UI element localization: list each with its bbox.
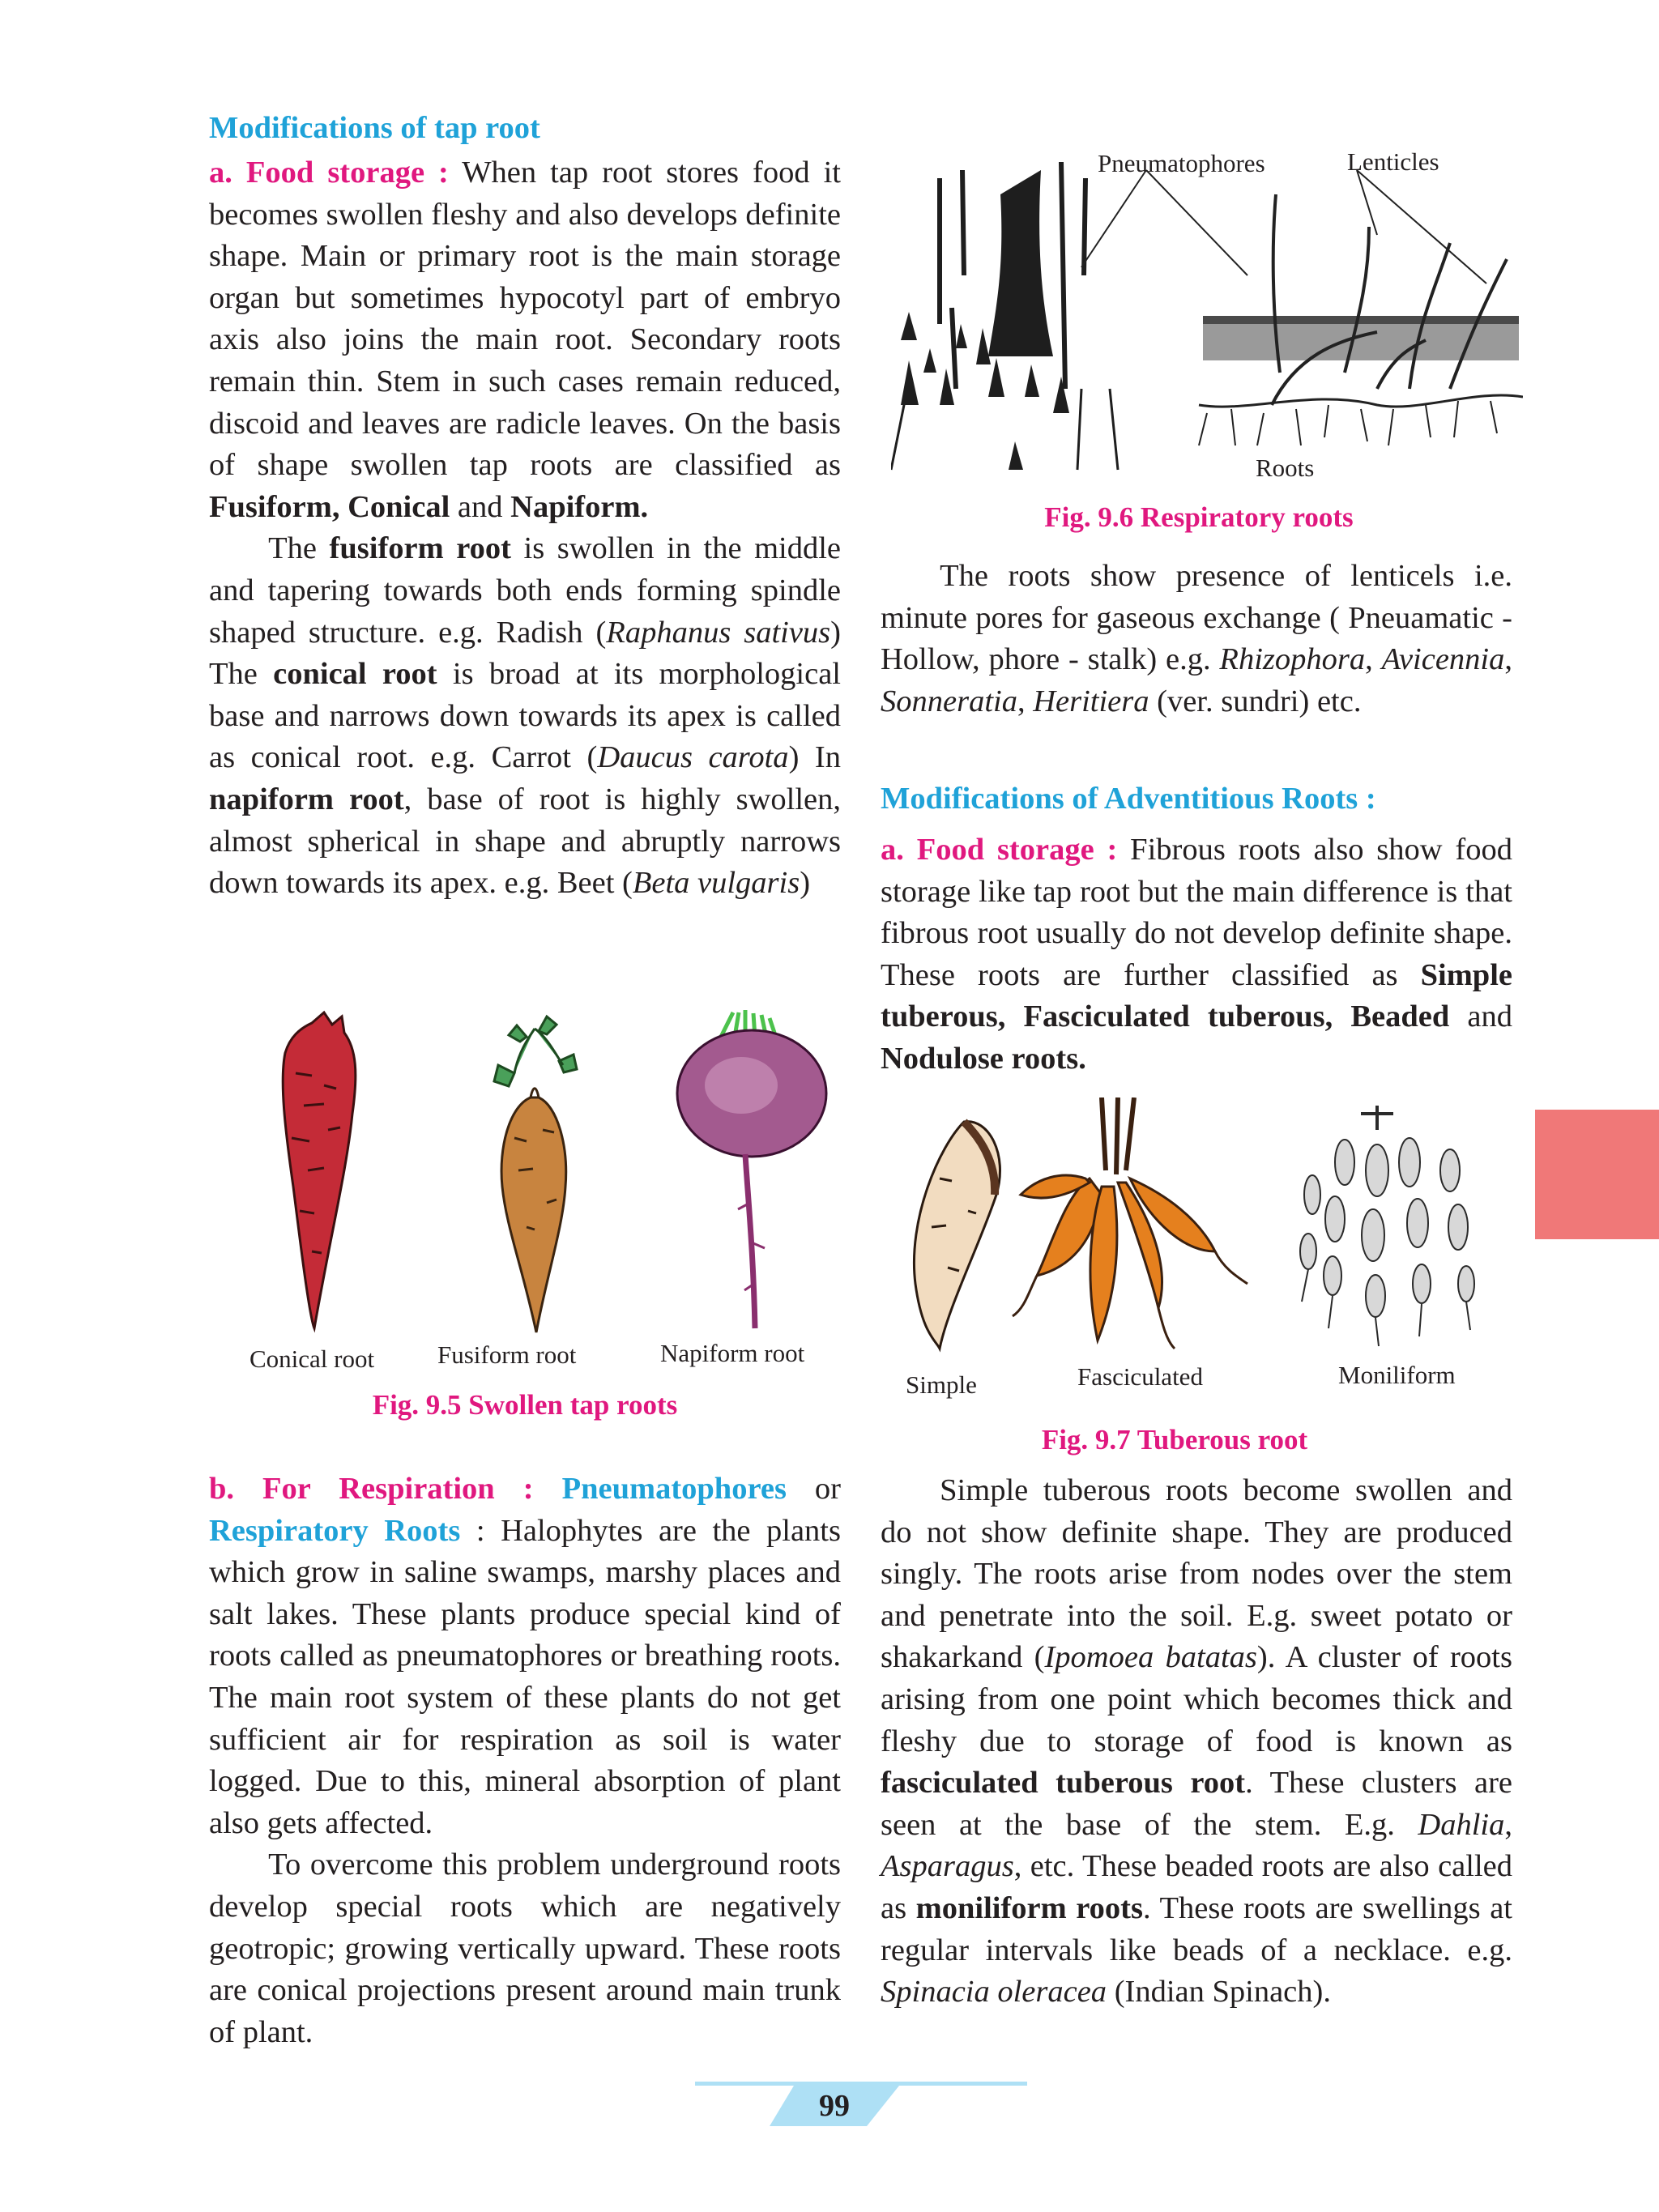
food-storage-paragraph: a. Food storage : When tap root stores food it becomes swollen fleshy and also develops definite shape. Main or primary root is the main storage organ but sometimes hypocotyl part of embryo axis also joins the main root. Secondary roots remain thin. Stem in such cases remain reduced, discoid and leaves are radicle leaves. On the basis of shape swollen tap roots are classified as Fusiform, Conical and Napiform. The fusiform root is swollen in the middle and tapering towards both ends forming spindle shaped structure. e.g. Radish (Raphanus sativus) The conical root is broad at its morphological base and narrows down towards its apex is called as conical root. e.g. Carrot (Daucus carota) In napiform root, base of root is highly swollen, almost spherical in shape and abruptly narrows down towards its apex. e.g. Beet (Beta vulgaris) <box>209 156 842 901</box>
figure-swollen-tap-roots <box>235 1008 859 1340</box>
label-lenticles: Lenticles <box>1347 147 1439 176</box>
label-roots: Roots <box>1256 454 1315 482</box>
section-heading-taproot: Modifications of tap root <box>209 111 540 145</box>
chapter-side-tab <box>1535 1110 1659 1239</box>
figure-respiratory-roots <box>891 146 1523 486</box>
label-simple: Simple <box>906 1370 977 1399</box>
fusiform-root-illustration <box>494 1016 577 1332</box>
label-napiform-root: Napiform root <box>660 1339 805 1367</box>
label-moniliform: Moniliform <box>1338 1361 1456 1389</box>
caption-fig-9-6: Fig. 9.6 Respiratory roots <box>1044 501 1354 533</box>
page-number: 99 <box>819 2089 850 2123</box>
napiform-root-illustration <box>677 1010 826 1328</box>
label-conical-root: Conical root <box>249 1345 375 1373</box>
figure-tuberous-roots <box>891 1097 1523 1365</box>
caption-fig-9-5: Fig. 9.5 Swollen tap roots <box>372 1389 678 1421</box>
simple-tuberous-illustration <box>914 1122 1000 1349</box>
fasciculated-tuberous-illustration <box>1013 1097 1247 1349</box>
caption-fig-9-7: Fig. 9.7 Tuberous root <box>1041 1424 1308 1455</box>
label-fasciculated: Fasciculated <box>1077 1362 1203 1391</box>
label-fusiform-root: Fusiform root <box>437 1340 577 1369</box>
respiration-paragraph: b. For Respiration : Pneumatophores or Respiratory Roots : Halophytes are the plants which grow in saline swamps, marshy places and salt lakes. These plants produce special kind of roots called as pneumatophores or breathing roots. The main root system of these plants do not get sufficient air for respiration as soil is water logged. Due to this, mineral absorption of plant also gets affected. To overcome this problem underground roots develop special roots which are negatively geotropic; growing vertically upward. These roots are conical projections present around main trunk of plant. <box>209 1472 841 2049</box>
moniliform-root-illustration <box>1300 1106 1474 1346</box>
label-pneumatophores: Pneumatophores <box>1098 149 1265 177</box>
simple-tuberous-paragraph: Simple tuberous roots become swollen and do not show definite shape. They are produced singly. The roots arise from nodes over the stem and penetrate into the soil. E.g. sweet potato or shakarkand (Ipomoea batatas). A cluster of roots arising from one point which becomes thick and fleshy due to storage of food is known as fasciculated tuberous root. These clusters are seen at the base of the stem. E.g. Dahlia, Asparagus, etc. These beaded roots are also called as moniliform roots. These roots are swellings at regular intervals like beads of a necklace. e.g. Spinacia oleracea (Indian Spinach). <box>881 1473 1512 2010</box>
conical-root-illustration <box>283 1012 356 1328</box>
adventitious-food-paragraph: a. Food storage : Fibrous roots also show food storage like tap root but the main difference is that fibrous root usually do not develop definite shape. These roots are further classified as Simple tuberous, Fasciculated tuberous, Beaded and Nodulose roots. <box>881 833 1512 1076</box>
section-heading-adventitious: Modifications of Adventitious Roots : <box>881 782 1376 816</box>
lenticels-paragraph: The roots show presence of lenticels i.e. minute pores for gaseous exchange ( Pneuamatic - Hollow, phore - stalk) e.g. Rhizophora, Avicennia, Sonneratia, Heritiera (ver. sundri) etc. <box>881 559 1513 718</box>
